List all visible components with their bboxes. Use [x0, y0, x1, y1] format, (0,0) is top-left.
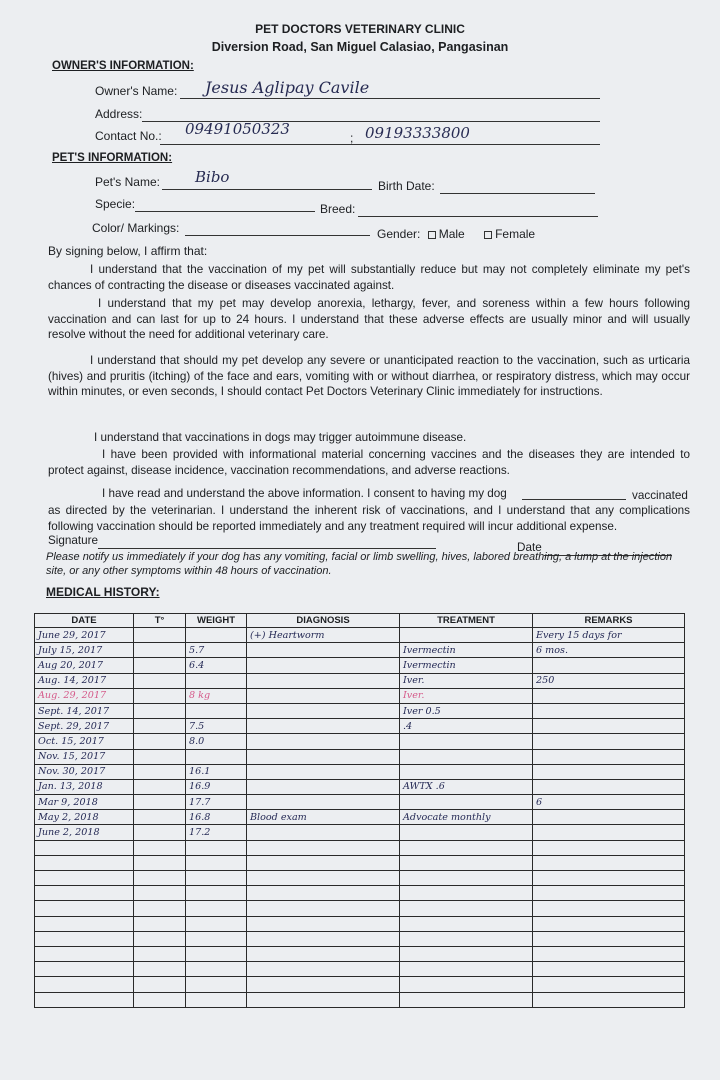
table-row [35, 871, 685, 886]
dog-name-line [522, 499, 626, 500]
cell-diagnosis [247, 962, 400, 977]
cell-diagnosis [247, 901, 400, 916]
cell-date: May 2, 2018 [35, 810, 134, 825]
cell-temp [134, 764, 186, 779]
cell-weight: 7.5 [186, 719, 247, 734]
table-row [35, 825, 685, 840]
medical-section-title: MEDICAL HISTORY: [46, 585, 160, 599]
cell-remarks [533, 992, 685, 1007]
cell-weight [186, 916, 247, 931]
cell-weight: 16.8 [186, 810, 247, 825]
specie-label: Specie: [95, 197, 136, 211]
signature-label: Signature [48, 534, 99, 547]
cell-treatment [400, 962, 533, 977]
cell-diagnosis [247, 643, 400, 658]
table-row [35, 703, 685, 718]
cell-treatment: Iver. [400, 673, 533, 688]
cell-date: Aug. 14, 2017 [35, 673, 134, 688]
cell-remarks [533, 658, 685, 673]
consent-paragraph-1: I understand that the vaccination of my pet will substantially reduce but may not completely eliminate my pet's chances of contracting the disease or diseases vaccinated against. [48, 263, 690, 292]
cell-remarks [533, 719, 685, 734]
cell-temp [134, 658, 186, 673]
cell-treatment [400, 795, 533, 810]
consent-vaccinated-word: vaccinated [632, 489, 688, 502]
owner-name-line [180, 98, 600, 99]
table-row [35, 734, 685, 749]
cell-temp [134, 719, 186, 734]
cell-weight [186, 871, 247, 886]
pet-name-value: Bibo [195, 168, 230, 186]
cell-diagnosis [247, 886, 400, 901]
cell-treatment [400, 946, 533, 961]
cell-diagnosis [247, 855, 400, 870]
cell-diagnosis [247, 992, 400, 1007]
cell-weight [186, 886, 247, 901]
cell-weight [186, 977, 247, 992]
cell-temp [134, 749, 186, 764]
table-row [35, 688, 685, 703]
cell-remarks [533, 946, 685, 961]
cell-diagnosis [247, 779, 400, 794]
cell-date [35, 886, 134, 901]
table-row [35, 779, 685, 794]
table-row [35, 795, 685, 810]
table-row [35, 719, 685, 734]
cell-date: Nov. 30, 2017 [35, 764, 134, 779]
cell-weight: 16.1 [186, 764, 247, 779]
cell-temp [134, 992, 186, 1007]
cell-treatment [400, 840, 533, 855]
cell-treatment [400, 749, 533, 764]
cell-temp [134, 855, 186, 870]
cell-date: June 2, 2018 [35, 825, 134, 840]
cell-treatment [400, 931, 533, 946]
cell-weight [186, 855, 247, 870]
cell-temp [134, 916, 186, 931]
owner-address-label: Address: [95, 107, 143, 121]
cell-temp [134, 810, 186, 825]
cell-temp [134, 871, 186, 886]
table-header-row [35, 614, 685, 628]
cell-treatment [400, 871, 533, 886]
table-row [35, 916, 685, 931]
cell-date [35, 931, 134, 946]
cell-weight: 8.0 [186, 734, 247, 749]
cell-remarks [533, 916, 685, 931]
cell-date: July 15, 2017 [35, 643, 134, 658]
col-date: DATE [35, 614, 134, 628]
contact-separator: ; [350, 131, 354, 145]
cell-date [35, 901, 134, 916]
cell-remarks: 6 mos. [533, 643, 685, 658]
cell-remarks: Every 15 days for [533, 628, 685, 643]
contact-value-2: 09193333800 [365, 124, 470, 142]
cell-date: Mar 9, 2018 [35, 795, 134, 810]
cell-date [35, 962, 134, 977]
color-line [185, 235, 370, 236]
color-label: Color/ Markings: [92, 221, 180, 235]
gender-label: Gender: [377, 227, 421, 241]
table-row [35, 658, 685, 673]
cell-temp [134, 673, 186, 688]
consent-paragraph-6-start: I have read and understand the above information. I consent to having my dog [102, 487, 507, 500]
cell-date: Aug. 29, 2017 [35, 688, 134, 703]
cell-treatment [400, 992, 533, 1007]
owner-section-title: OWNER'S INFORMATION: [52, 60, 194, 72]
cell-diagnosis [247, 719, 400, 734]
cell-treatment: AWTX .6 [400, 779, 533, 794]
contact-value-1: 09491050323 [185, 120, 290, 138]
cell-date: Nov. 15, 2017 [35, 749, 134, 764]
table-row [35, 901, 685, 916]
table-row [35, 840, 685, 855]
consent-paragraph-4: I understand that vaccinations in dogs may trigger autoimmune disease. [94, 431, 467, 444]
clinic-name: PET DOCTORS VETERINARY CLINIC [255, 22, 465, 36]
cell-remarks [533, 855, 685, 870]
cell-diagnosis [247, 764, 400, 779]
cell-diagnosis: Blood exam [247, 810, 400, 825]
male-checkbox[interactable] [428, 231, 436, 239]
cell-date: June 29, 2017 [35, 628, 134, 643]
cell-remarks [533, 749, 685, 764]
cell-remarks [533, 703, 685, 718]
cell-weight: 17.2 [186, 825, 247, 840]
cell-treatment [400, 855, 533, 870]
table-row [35, 946, 685, 961]
cell-remarks [533, 871, 685, 886]
cell-remarks [533, 688, 685, 703]
col-temp: T° [134, 614, 186, 628]
cell-remarks [533, 901, 685, 916]
owner-name-label: Owner's Name: [95, 84, 178, 98]
cell-date: Oct. 15, 2017 [35, 734, 134, 749]
consent-paragraph-3: I understand that should my pet develop any severe or unanticipated reaction to the vaccination, such as urticaria (hives) and pruritis (itching) of the face and ears, vomiting with or without diarrhea, or respiratory distress, which may occur within minutes, or even seconds, I should contact Pet Doctors Veterinary Clinic immediately for instructions. [48, 354, 690, 398]
cell-weight: 5.7 [186, 643, 247, 658]
cell-temp [134, 734, 186, 749]
cell-temp [134, 795, 186, 810]
cell-date: Sept. 14, 2017 [35, 703, 134, 718]
cell-temp [134, 628, 186, 643]
cell-date [35, 840, 134, 855]
female-label: Female [495, 227, 536, 241]
cell-weight [186, 673, 247, 688]
pet-section-title: PET'S INFORMATION: [52, 152, 173, 164]
cell-temp [134, 840, 186, 855]
cell-remarks [533, 779, 685, 794]
cell-remarks [533, 764, 685, 779]
date-label: Date [517, 541, 542, 554]
col-weight: WEIGHT [186, 614, 247, 628]
consent-paragraph-6-rest: as directed by the veterinarian. I understand the inherent risk of vaccinations, and I understand that any complications following vaccination should be reported immediately and any treatment required will incur additional expense. [48, 504, 690, 533]
consent-paragraph-5: I have been provided with informational material concerning vaccines and the diseases they are intended to protect against, disease incidence, vaccination recommendations, and adverse reactions. [48, 448, 690, 477]
cell-date: Jan. 13, 2018 [35, 779, 134, 794]
cell-remarks: 6 [533, 795, 685, 810]
cell-treatment: Ivermectin [400, 643, 533, 658]
table-row [35, 764, 685, 779]
col-diagnosis: DIAGNOSIS [247, 614, 400, 628]
contact-label: Contact No.: [95, 129, 162, 143]
cell-diagnosis [247, 673, 400, 688]
clinic-address: Diversion Road, San Miguel Calasiao, Pangasinan [211, 40, 509, 54]
specie-line [135, 211, 315, 212]
cell-diagnosis [247, 658, 400, 673]
cell-diagnosis [247, 795, 400, 810]
cell-treatment: .4 [400, 719, 533, 734]
cell-weight: 17.7 [186, 795, 247, 810]
table-row [35, 749, 685, 764]
cell-temp [134, 703, 186, 718]
cell-temp [134, 886, 186, 901]
cell-temp [134, 901, 186, 916]
cell-weight [186, 931, 247, 946]
cell-diagnosis [247, 734, 400, 749]
consent-intro: By signing below, I affirm that: [48, 244, 208, 258]
col-treatment: TREATMENT [400, 614, 533, 628]
cell-diagnosis [247, 931, 400, 946]
cell-weight [186, 992, 247, 1007]
cell-treatment [400, 886, 533, 901]
male-label: Male [438, 227, 465, 241]
birth-date-label: Birth Date: [378, 179, 435, 193]
cell-date [35, 977, 134, 992]
cell-diagnosis [247, 749, 400, 764]
cell-treatment [400, 825, 533, 840]
cell-temp [134, 779, 186, 794]
table-row [35, 855, 685, 870]
contact-line [160, 144, 600, 145]
cell-treatment [400, 734, 533, 749]
cell-treatment: Iver 0.5 [400, 703, 533, 718]
cell-temp [134, 643, 186, 658]
cell-remarks [533, 962, 685, 977]
gender-group [377, 227, 535, 241]
table-row [35, 628, 685, 643]
cell-diagnosis [247, 825, 400, 840]
cell-remarks [533, 734, 685, 749]
breed-label: Breed: [320, 202, 356, 216]
notice-text: Please notify us immediately if your dog has any vomiting, facial or limb swelling, hives, labored breathing, a lump at the injection site, or any other symptoms within 48 hours of vaccination. [46, 551, 673, 577]
cell-weight [186, 703, 247, 718]
cell-weight [186, 840, 247, 855]
cell-treatment: Iver. [400, 688, 533, 703]
table-row [35, 886, 685, 901]
table-row [35, 977, 685, 992]
pet-name-line [162, 189, 372, 190]
table-row [35, 962, 685, 977]
cell-temp [134, 962, 186, 977]
cell-treatment: Advocate monthly [400, 810, 533, 825]
breed-line [358, 216, 598, 217]
birth-date-line [440, 193, 595, 194]
cell-weight [186, 749, 247, 764]
cell-remarks [533, 886, 685, 901]
cell-date [35, 946, 134, 961]
cell-date: Sept. 29, 2017 [35, 719, 134, 734]
cell-diagnosis [247, 946, 400, 961]
cell-diagnosis [247, 688, 400, 703]
cell-temp [134, 825, 186, 840]
cell-diagnosis [247, 871, 400, 886]
cell-temp [134, 688, 186, 703]
cell-temp [134, 946, 186, 961]
cell-temp [134, 931, 186, 946]
cell-remarks: 250 [533, 673, 685, 688]
cell-weight [186, 901, 247, 916]
signature-line[interactable] [98, 548, 436, 549]
cell-date: Aug 20, 2017 [35, 658, 134, 673]
consent-paragraph-2: I understand that my pet may develop anorexia, lethargy, fever, and soreness within a few hours following vaccination and can last for up to 24 hours. I understand that these adverse effects are usually minor and will usually resolve without the need for additional veterinary care. [48, 297, 690, 341]
cell-weight: 8 kg [186, 688, 247, 703]
cell-date [35, 871, 134, 886]
table-row [35, 931, 685, 946]
cell-weight [186, 628, 247, 643]
table-row [35, 673, 685, 688]
cell-remarks [533, 977, 685, 992]
table-row [35, 810, 685, 825]
cell-remarks [533, 840, 685, 855]
cell-treatment [400, 916, 533, 931]
cell-weight [186, 962, 247, 977]
cell-weight [186, 946, 247, 961]
cell-treatment: Ivermectin [400, 658, 533, 673]
medical-history-table [34, 613, 685, 1008]
cell-weight: 6.4 [186, 658, 247, 673]
medical-history-rows [35, 628, 685, 1008]
cell-remarks [533, 931, 685, 946]
cell-weight: 16.9 [186, 779, 247, 794]
cell-date [35, 916, 134, 931]
cell-diagnosis: (+) Heartworm [247, 628, 400, 643]
cell-diagnosis [247, 840, 400, 855]
cell-remarks [533, 810, 685, 825]
table-row [35, 992, 685, 1007]
cell-temp [134, 977, 186, 992]
cell-remarks [533, 825, 685, 840]
cell-treatment [400, 628, 533, 643]
col-remarks: REMARKS [533, 614, 685, 628]
owner-name-value: Jesus Aglipay Cavile [205, 78, 370, 97]
cell-diagnosis [247, 977, 400, 992]
cell-diagnosis [247, 916, 400, 931]
cell-treatment [400, 764, 533, 779]
cell-treatment [400, 901, 533, 916]
cell-diagnosis [247, 703, 400, 718]
pet-name-label: Pet's Name: [95, 175, 160, 189]
cell-treatment [400, 977, 533, 992]
cell-date [35, 992, 134, 1007]
cell-date [35, 855, 134, 870]
table-row [35, 643, 685, 658]
female-checkbox[interactable] [484, 231, 492, 239]
